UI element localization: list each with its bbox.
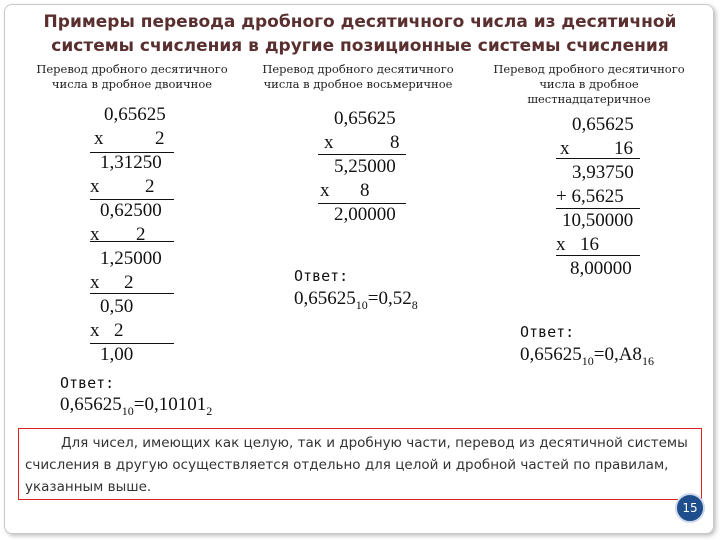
- multiply-sign: х: [556, 234, 566, 255]
- answer-label-binary: Ответ:: [60, 374, 115, 392]
- calc-value: 1,31250: [100, 152, 162, 173]
- multiplier: 2: [124, 272, 134, 293]
- answer-rhs-base: 2: [206, 403, 213, 418]
- multiply-sign: х: [90, 272, 100, 293]
- multiplier: 8: [360, 180, 370, 201]
- answer-label-hex: Ответ:: [520, 323, 575, 341]
- calc-value: 0,65625: [572, 114, 634, 135]
- multiplier: 2: [145, 176, 155, 197]
- underline: [556, 158, 640, 159]
- underline: [318, 154, 406, 155]
- underline: [90, 293, 174, 294]
- answer-rhs-base: 16: [641, 353, 654, 368]
- answer-lhs: 0,65625: [520, 344, 582, 365]
- multiplier: 8: [390, 132, 400, 153]
- column-heading-binary: [22, 62, 242, 92]
- column-heading-octal: [248, 62, 468, 92]
- multiply-sign: х: [320, 180, 330, 201]
- heading-line: шестнадцатеричное: [527, 92, 651, 106]
- calc-value: 10,50000: [562, 210, 634, 231]
- multiplier: 2: [155, 128, 165, 149]
- answer-hex: [520, 344, 654, 369]
- answer-octal: [294, 288, 418, 313]
- calc-value: 0,65625: [104, 104, 166, 125]
- calc-value: 1,25000: [100, 248, 162, 269]
- calc-value: 0,65625: [334, 108, 396, 129]
- answer-lhs: 0,65625: [60, 394, 122, 415]
- multiplier: 16: [614, 138, 633, 159]
- answer-rhs: =0,52: [367, 288, 412, 309]
- addend: + 6,5625: [556, 186, 624, 207]
- multiplier: 16: [580, 234, 599, 255]
- multiplier: 2: [114, 320, 124, 341]
- underline: [556, 255, 640, 256]
- heading-line: Перевод дробного десятичного: [262, 62, 454, 76]
- answer-label-octal: Ответ:: [294, 267, 349, 285]
- answer-lhs-base: 10: [355, 297, 368, 312]
- note-box: Для чисел, имеющих как целую, так и дробную части, перевод из десятичной системы счисления в другую осуществляется отдельно для целой и дробной частей по правилам, указанным выше.: [18, 428, 702, 500]
- answer-lhs: 0,65625: [294, 288, 356, 309]
- multiply-sign: х: [94, 128, 104, 149]
- calc-value: 0,50: [100, 296, 134, 317]
- calc-value: 3,93750: [572, 162, 634, 183]
- heading-line: Перевод дробного десятичного: [36, 62, 228, 76]
- slide-title: Примеры перевода дробного десятичного числа из десятичной системы счисления в другие позиционные системы счисления: [43, 12, 677, 56]
- heading-line: числа в дробное двоичное: [51, 77, 213, 91]
- heading-line: Перевод дробного десятичного: [493, 62, 685, 76]
- underline: [556, 208, 640, 209]
- answer-rhs: =0,10101: [133, 394, 207, 415]
- column-heading-hex: [478, 62, 700, 107]
- multiply-sign: х: [560, 138, 570, 159]
- multiply-sign: х: [90, 320, 100, 341]
- answer-binary: [60, 394, 212, 419]
- calc-value: 5,25000: [334, 156, 396, 177]
- multiply-sign: х: [324, 132, 334, 153]
- answer-rhs: =0,А8: [593, 344, 642, 365]
- multiply-sign: х: [90, 176, 100, 197]
- answer-lhs-base: 10: [121, 403, 134, 418]
- calc-value: 1,00: [100, 344, 134, 365]
- answer-rhs-base: 8: [411, 297, 418, 312]
- calc-value: 2,00000: [334, 204, 396, 225]
- heading-line: числа в дробное: [539, 77, 639, 91]
- heading-line: числа в дробное восьмеричное: [263, 77, 453, 91]
- calc-value: 8,00000: [570, 258, 632, 279]
- multiplier: 2: [136, 224, 146, 245]
- multiply-sign: х: [90, 224, 100, 245]
- page-number-badge: 15: [675, 493, 705, 523]
- underline: [90, 241, 174, 242]
- calc-value: 0,62500: [100, 200, 162, 221]
- answer-lhs-base: 10: [581, 353, 594, 368]
